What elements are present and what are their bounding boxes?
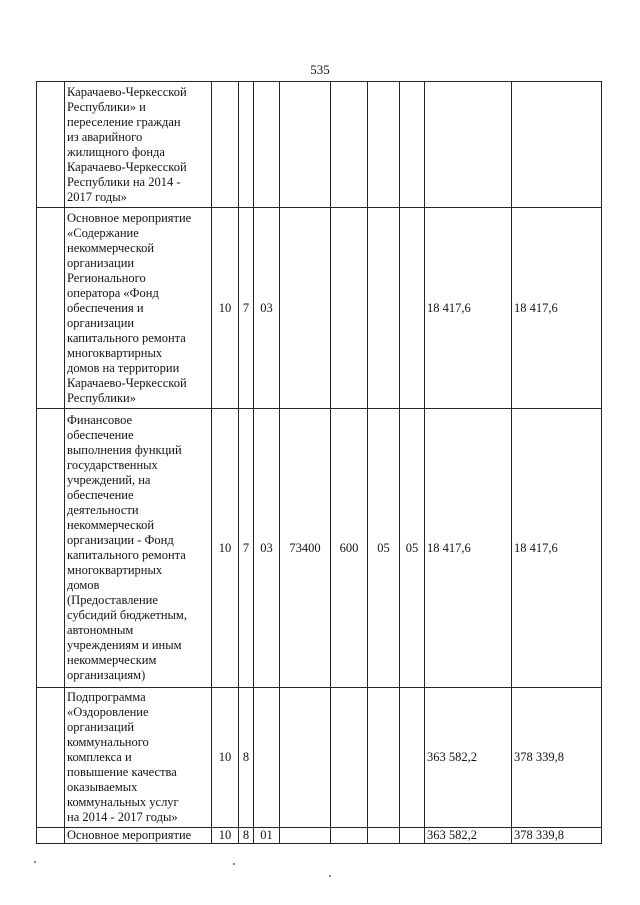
description-line: государственных: [67, 458, 158, 472]
page-number: 535: [310, 62, 330, 77]
table-row: [37, 82, 602, 208]
description-line: Финансовое: [67, 413, 133, 427]
description-line: жилищного фонда: [67, 144, 165, 159]
subsection-code-cell: 7: [239, 409, 254, 688]
table-row: [37, 828, 602, 844]
section-code-cell: 10: [212, 208, 239, 409]
description-line: капитального ремонта: [67, 548, 186, 562]
table-row: [37, 688, 602, 828]
program-code-cell: [254, 82, 280, 208]
description-line: субсидий бюджетным,: [67, 608, 187, 622]
target-code-cell: [280, 688, 331, 828]
description-line: капитального ремонта: [67, 330, 186, 345]
description-line: Основное мероприятие: [67, 828, 192, 842]
table-row: [37, 208, 602, 409]
target-code-cell: [280, 828, 331, 844]
description-line: домов: [67, 578, 100, 592]
description-line: некоммерческим: [67, 653, 157, 667]
amount-2017-cell: 378 339,8: [512, 828, 602, 844]
expense-type-code-cell: [331, 82, 368, 208]
amount-2017-cell: 378 339,8: [512, 688, 602, 828]
func-code-a-cell: [368, 688, 400, 828]
description-line: обеспечение: [67, 428, 134, 442]
func-code-a-cell: [368, 828, 400, 844]
description-line: учреждениям и иным: [67, 638, 182, 652]
section-code-cell: 10: [212, 688, 239, 828]
func-code-b-cell: 05: [400, 409, 425, 688]
row-number-cell: [37, 409, 65, 688]
description-line: Республики» и: [67, 99, 146, 114]
description-line: обеспечение: [67, 488, 134, 502]
description-line: на 2014 - 2017 годы»: [67, 810, 178, 824]
target-code-cell: 73400: [280, 409, 331, 688]
amount-2016-cell: 363 582,2: [425, 688, 512, 828]
amount-2017-cell: 18 417,6: [512, 409, 602, 688]
description-line: повышение качества: [67, 765, 177, 779]
description-line: оператора «Фонд: [67, 285, 159, 300]
section-code-cell: [212, 82, 239, 208]
amount-2017-cell: 18 417,6: [512, 208, 602, 409]
description-line: организации: [67, 255, 135, 270]
description-line: Республики на 2014 -: [67, 174, 181, 189]
description-line: Республики»: [67, 390, 136, 405]
subsection-code-cell: [239, 82, 254, 208]
scan-speck: [233, 863, 235, 865]
description-cell: [65, 82, 212, 208]
description-line: некоммерческой: [67, 518, 155, 532]
expense-type-code-cell: [331, 688, 368, 828]
description-line: многоквартирных: [67, 563, 163, 577]
row-number-cell: [37, 828, 65, 844]
description-line: коммунального: [67, 735, 149, 749]
description-line: автономным: [67, 623, 134, 637]
description-line: переселение граждан: [67, 114, 181, 129]
description-line: Основное мероприятие: [67, 210, 192, 225]
description-line: Регионального: [67, 270, 146, 285]
program-code-cell: 03: [254, 409, 280, 688]
description-line: многоквартирных: [67, 345, 163, 360]
amount-2016-cell: [425, 82, 512, 208]
description-line: Карачаево-Черкесской: [67, 159, 187, 174]
description-cell: [65, 208, 212, 409]
description-cell: [65, 409, 212, 688]
program-code-cell: [254, 688, 280, 828]
description-line: «Содержание: [67, 225, 139, 240]
description-line: деятельности: [67, 503, 139, 517]
amount-2016-cell: 18 417,6: [425, 208, 512, 409]
description-line: оказываемых: [67, 780, 138, 794]
target-code-cell: [280, 82, 331, 208]
description-line: из аварийного: [67, 129, 143, 144]
description-line: комплекса и: [67, 750, 132, 764]
subsection-code-cell: 7: [239, 208, 254, 409]
description-line: организации - Фонд: [67, 533, 174, 547]
description-cell: [65, 688, 212, 828]
description-line: обеспечения и: [67, 300, 144, 315]
row-number-cell: [37, 208, 65, 409]
description-line: Карачаево-Черкесской: [67, 375, 187, 390]
budget-table: [36, 81, 602, 844]
func-code-a-cell: [368, 208, 400, 409]
table-row: [37, 409, 602, 688]
func-code-b-cell: [400, 688, 425, 828]
amount-2016-cell: 363 582,2: [425, 828, 512, 844]
description-line: Подпрограмма: [67, 690, 146, 704]
description-line: Карачаево-Черкесской: [67, 84, 187, 99]
description-cell: [65, 828, 212, 844]
description-line: (Предоставление: [67, 593, 158, 607]
func-code-b-cell: [400, 208, 425, 409]
description-line: некоммерческой: [67, 240, 155, 255]
description-line: коммунальных услуг: [67, 795, 179, 809]
description-line: «Оздоровление: [67, 705, 149, 719]
section-code-cell: 10: [212, 828, 239, 844]
expense-type-code-cell: [331, 208, 368, 409]
func-code-a-cell: [368, 82, 400, 208]
scan-speck: [34, 861, 36, 863]
description-line: учреждений, на: [67, 473, 151, 487]
description-line: домов на территории: [67, 360, 180, 375]
target-code-cell: [280, 208, 331, 409]
func-code-b-cell: [400, 828, 425, 844]
program-code-cell: 01: [254, 828, 280, 844]
amount-2016-cell: 18 417,6: [425, 409, 512, 688]
row-number-cell: [37, 688, 65, 828]
subsection-code-cell: 8: [239, 688, 254, 828]
scan-speck: [329, 875, 331, 877]
row-number-cell: [37, 82, 65, 208]
amount-2017-cell: [512, 82, 602, 208]
func-code-b-cell: [400, 82, 425, 208]
description-line: 2017 годы»: [67, 189, 127, 204]
func-code-a-cell: 05: [368, 409, 400, 688]
expense-type-code-cell: 600: [331, 409, 368, 688]
description-line: организаций: [67, 720, 135, 734]
description-line: организации: [67, 315, 135, 330]
description-line: организациям): [67, 668, 146, 682]
program-code-cell: 03: [254, 208, 280, 409]
expense-type-code-cell: [331, 828, 368, 844]
section-code-cell: 10: [212, 409, 239, 688]
subsection-code-cell: 8: [239, 828, 254, 844]
description-line: выполнения функций: [67, 443, 182, 457]
